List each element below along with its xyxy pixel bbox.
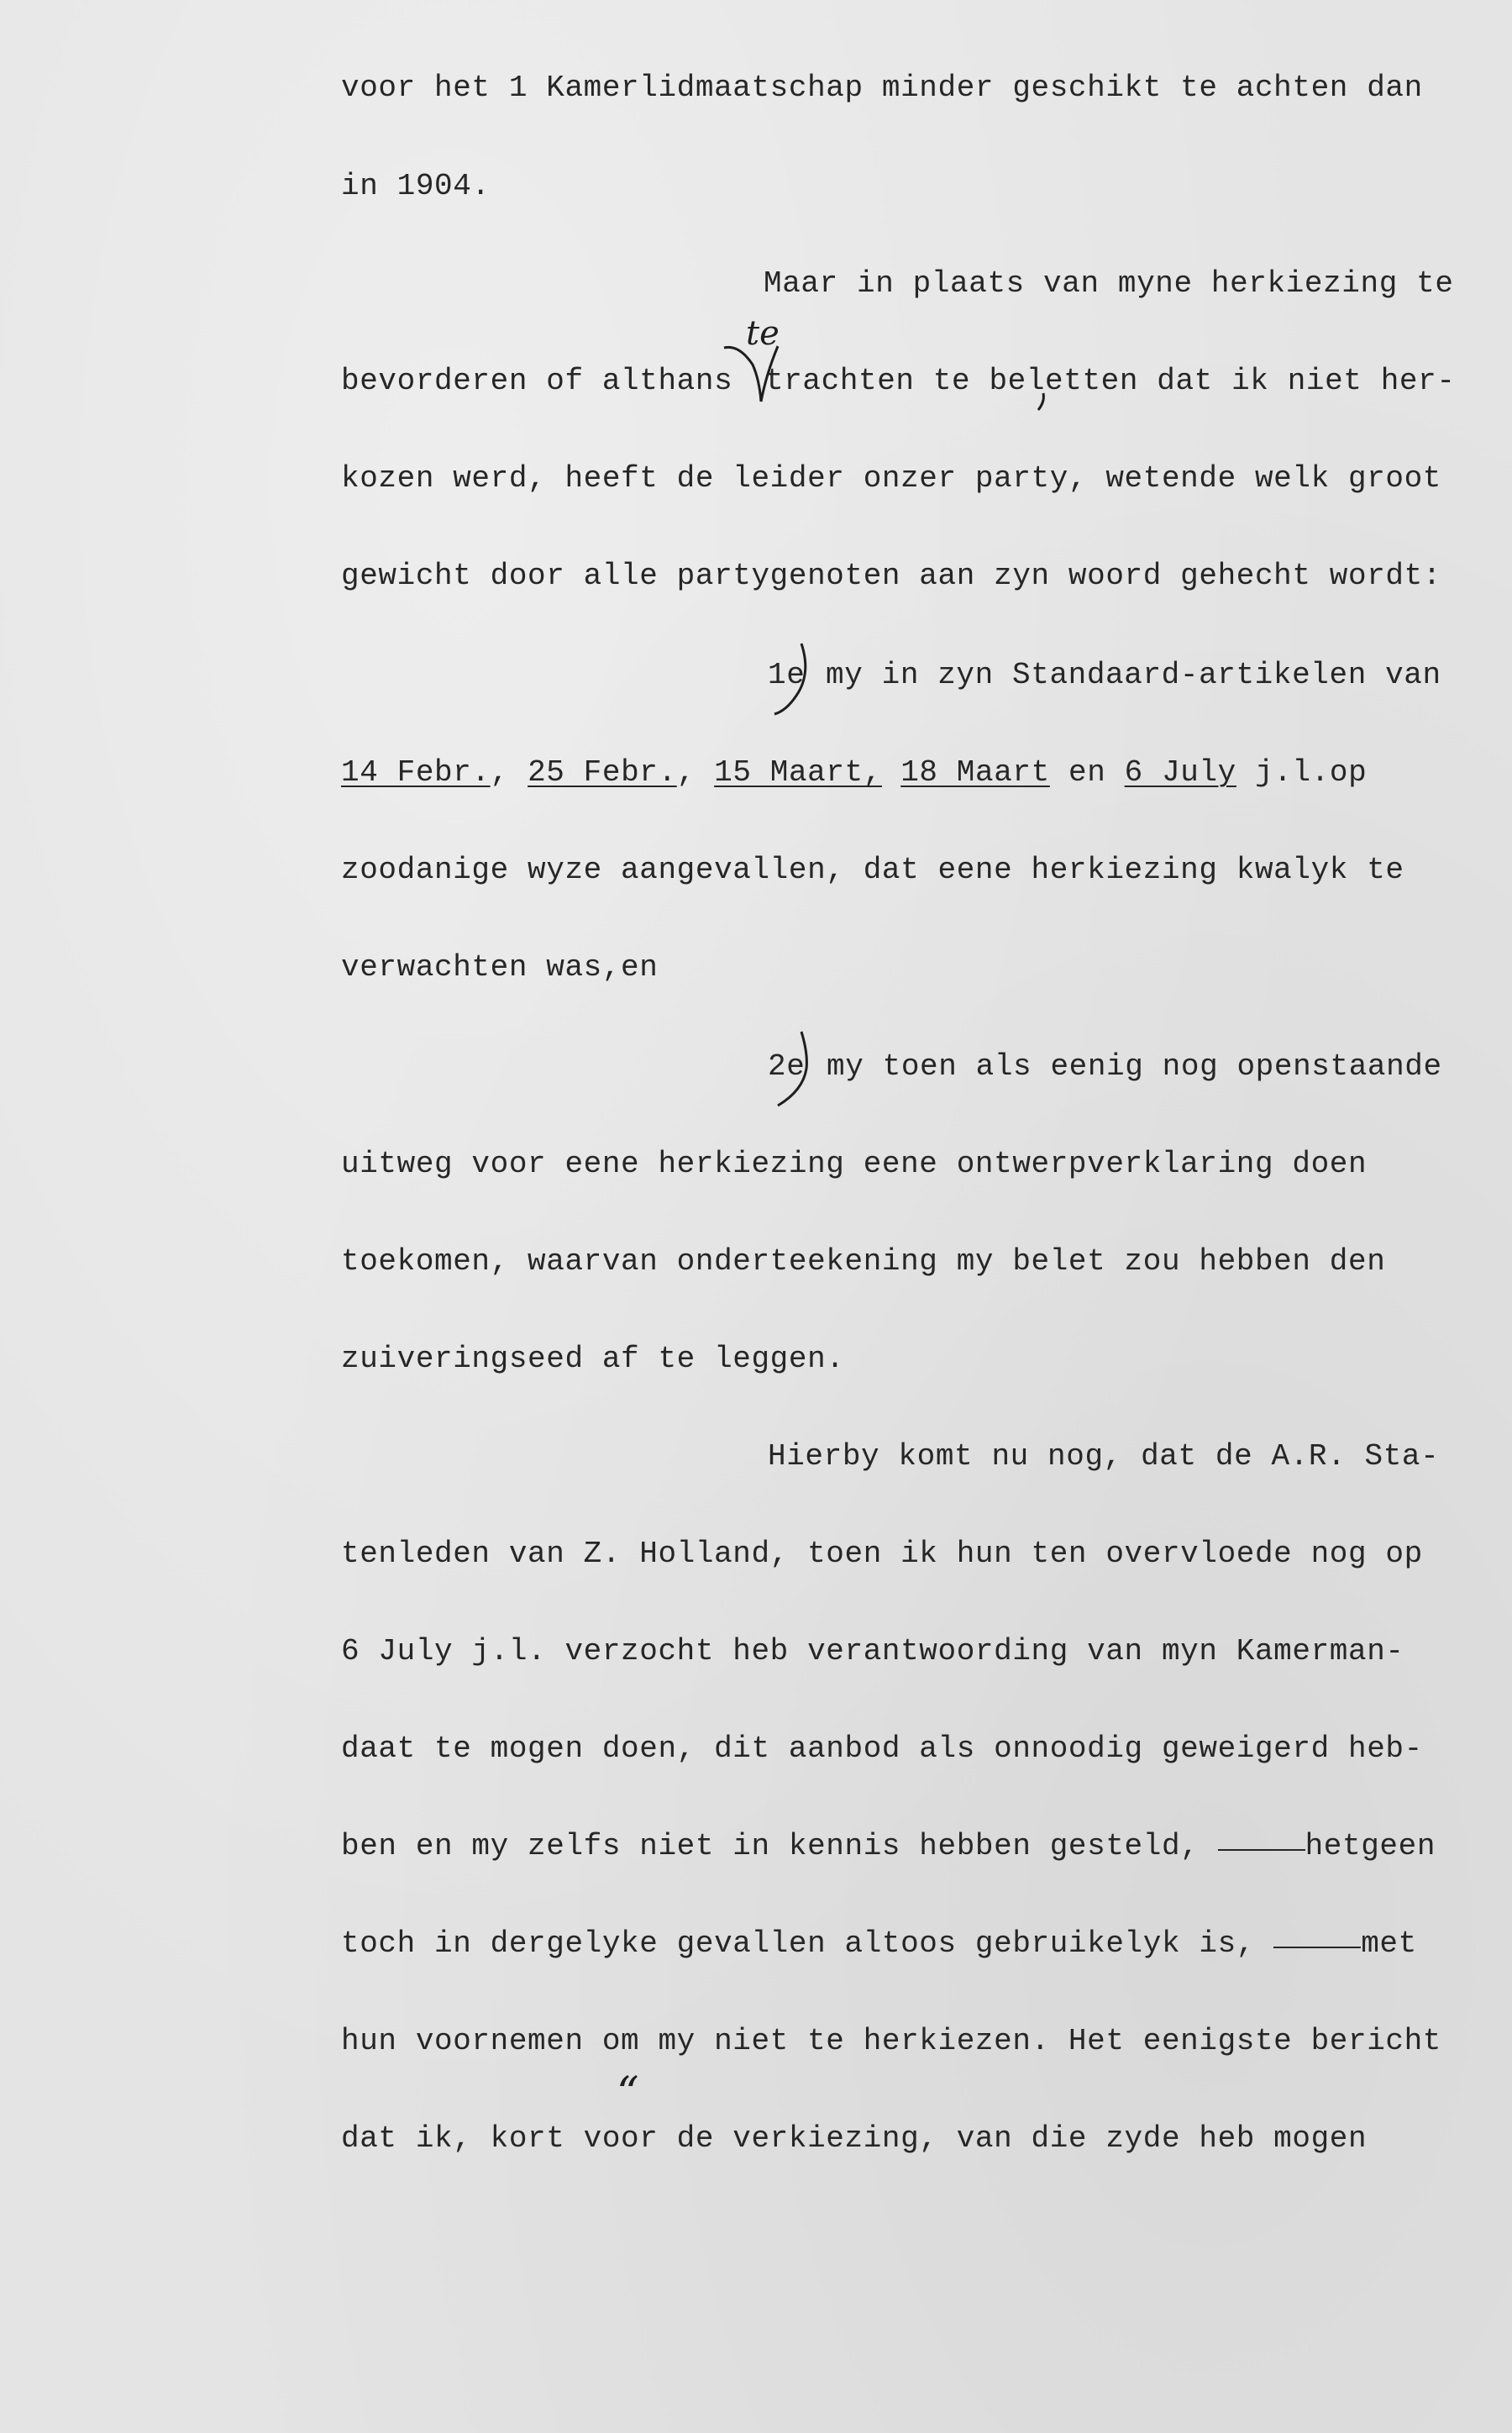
- underlined-date: 18 Maart: [900, 755, 1050, 790]
- text-line: voor het 1 Kamerlidmaatschap minder geschikt te achten dan: [341, 71, 1423, 105]
- separator: en: [1049, 755, 1125, 790]
- text-line: Hierby komt nu nog, dat de A.R. Sta-: [768, 1439, 1440, 1474]
- list-marker: 1e: [768, 658, 806, 692]
- separator: ,: [490, 755, 528, 790]
- underlined-date: 25 Febr.: [528, 755, 677, 790]
- text-segment: ben en my zelfs niet in kennis hebben gesteld,: [341, 1829, 1200, 1863]
- text-line: toekomen, waarvan onderteekening my belet zou hebben den: [341, 1244, 1386, 1279]
- text-line: kozen werd, heeft de leider onzer party, wetende welk groot: [341, 461, 1442, 496]
- dash-line: [1273, 1947, 1361, 1948]
- text-line: gewicht door alle partygenoten aan zyn woord gehecht wordt:: [341, 559, 1442, 593]
- underlined-date: 6 July: [1124, 755, 1236, 790]
- handwritten-quote-mark: “: [617, 2068, 639, 2119]
- underlined-date: 15 Maart,: [714, 755, 882, 790]
- text-line: my in zyn Standaard-artikelen van: [826, 658, 1441, 692]
- underlined-date: 14 Febr.: [341, 755, 491, 790]
- separator: [882, 755, 900, 790]
- text-line: dat ik, kort voor de verkiezing, van die zyde heb mogen: [341, 2121, 1368, 2156]
- separator: j.l.op: [1236, 755, 1368, 790]
- show-through-texture: [470, 165, 1173, 197]
- text-line: trachten te beletten dat ik niet her-: [765, 364, 1456, 398]
- text-line: 6 July j.l. verzocht heb verantwoording van myn Kamerman-: [341, 1634, 1404, 1668]
- handwritten-insertion: te: [746, 314, 780, 353]
- text-line: hun voornemen om my niet te herkiezen. Het eenigste bericht: [341, 2024, 1442, 2058]
- text-line: zuiveringseed af te leggen.: [341, 1342, 845, 1376]
- bracket-mark: [771, 640, 813, 721]
- text-line: bevorderen of althans: [341, 364, 733, 398]
- text-line: Maar in plaats van myne herkiezing te: [764, 266, 1454, 301]
- text-line-dates: [341, 754, 1367, 791]
- separator: ,: [676, 755, 715, 790]
- insertion-caret-mark: [722, 336, 781, 412]
- text-line: uitweg voor eene herkiezing eene ontwerpverklaring doen: [341, 1147, 1368, 1181]
- text-line: my toen als eenig nog openstaande: [827, 1049, 1442, 1084]
- text-line: tenleden van Z. Holland, toen ik hun ten overvloede nog op: [341, 1537, 1423, 1571]
- text-segment: toch in dergelyke gevallen altoos gebruikelyk is,: [341, 1926, 1255, 1961]
- text-line: zoodanige wyze aangevallen, dat eene herkiezing kwalyk te: [341, 853, 1404, 887]
- text-segment: hetgeen: [1305, 1829, 1436, 1863]
- text-line: [341, 1828, 1436, 1865]
- text-line: [341, 1926, 1417, 1963]
- list-marker: 2e: [768, 1049, 806, 1084]
- bracket-mark: [773, 1028, 823, 1112]
- text-line: verwachten was,en: [341, 950, 659, 985]
- text-segment: met: [1361, 1926, 1417, 1961]
- text-line: daat te mogen doen, dit aanbod als onnoodig geweigerd heb-: [341, 1731, 1423, 1766]
- text-line: in 1904.: [341, 169, 491, 203]
- dash-line: [1218, 1849, 1305, 1851]
- comma-mark: [1035, 391, 1052, 413]
